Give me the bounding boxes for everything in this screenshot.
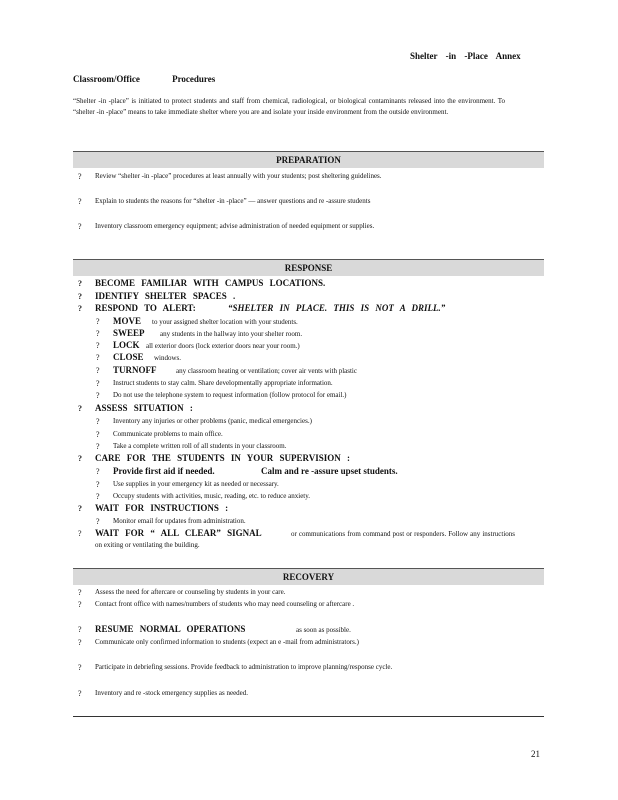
bullet-glyph: ?: [96, 353, 100, 362]
bullet-glyph: ?: [96, 366, 100, 375]
bullet-glyph: ?: [78, 304, 82, 313]
bullet-glyph: ?: [78, 404, 82, 413]
bullet-glyph: ?: [78, 625, 82, 634]
bullet-glyph: ?: [78, 292, 82, 301]
bullet-glyph: ?: [78, 638, 82, 647]
bullet-glyph: ?: [96, 329, 100, 338]
bullet-glyph: ?: [78, 454, 82, 463]
bullet-glyph: ?: [96, 467, 100, 476]
bullet-glyph: ?: [78, 172, 82, 181]
intro-paragraph: “Shelter -in -place” is initiated to protect students and staff from chemical, radiological, or biological contaminants released into the environment. To “shelter -in -place” means to take immediate shelter where you are and isolate your inside environment from the outside environment.: [73, 97, 505, 116]
bullet-glyph: ?: [78, 197, 82, 206]
page-number: 21: [531, 749, 540, 759]
bullet-glyph: ?: [78, 689, 82, 698]
preparation-header: PREPARATION: [73, 151, 544, 168]
bullet-glyph: ?: [96, 517, 100, 526]
bullet-glyph: ?: [78, 279, 82, 288]
section-heading: Classroom/Office Procedures: [73, 74, 216, 84]
bullet-glyph: ?: [96, 379, 100, 388]
bullet-glyph: ?: [96, 341, 100, 350]
bullet-glyph: ?: [96, 391, 100, 400]
bullet-glyph: ?: [96, 480, 100, 489]
bullet-glyph: ?: [78, 588, 82, 597]
document-page: Shelter -in -Place Annex Classroom/Office Procedures “Shelter -in -place” is initiated to protect students and staff from chemical, radiological, or biological contaminants released into the environment. To “shelter -in -place” means to take immediate shelter where you are and isolate your inside environment from the outside environment. PREPARATION ? Review “shelter -in -place” procedures at least annually with your students; post sheltering guidelines. ? Explain to students the reasons for “shelter -in -place” — answer questions and re -assure students ? Inventory classroom emergency equipment; advise administration of needed equipment or supplies. RESPONSE ? BECOME FAMILIAR WITH CAMPUS LOCATIONS. ? IDENTIFY SHELTER SPACES . ? RESPOND TO ALERT: “SHELTER IN PLACE. THIS IS NOT A DRILL.” ? MOVE to your assigned shelter location with your students. ? SWEEP any students in the hallway into your shelter room. ? LOCK all exterior doors (lock exterior doors near your room.) ? CLOSE windows. ? TURNOFF any classroom heating or ventilation; cover air vents with plastic ? Instruct students to stay calm. Share developmentally appropriate information. ? Do not use the telephone system to request information (follow protocol for email.) ? ASSESS SITUATION : ? Inventory any injuries or other problems (panic, medical emergencies.) ? Communicate problems to main office. ? Take a complete written roll of all students in your classroom. ? CARE FOR THE STUDENTS IN YOUR SUPERVISION : ? Provide first aid if needed. Calm and re -assure upset students. ? Use supplies in your emergency kit as needed or necessary. ? Occupy students with activities, music, reading, etc. to reduce anxiety. ? WAIT FOR INSTRUCTIONS : ? Monitor email for updates from administration. ? WAIT FOR “ ALL CLEAR” SIGNAL or communications from command post or responders. Follow any instructions on exiting or ventilating the building. RECOVERY ? Assess the need for aftercare or counseling by students in your care. ? Contact front office with names/numbers of students who may need counseling or aftercare . ? RESUME NORMAL OPERATIONS as soon as possible. ? Communicate only confirmed information to students (expect an e -mail from administrators.) ? Participate in debriefing sessions. Provide feedback to administration to improve planning/response cycle. ? Inventory and re -stock emergency supplies as needed. 21: [0, 0, 618, 800]
bullet-glyph: ?: [78, 529, 82, 538]
bullet-glyph: ?: [78, 600, 82, 609]
response-header: RESPONSE: [73, 259, 544, 276]
bullet-glyph: ?: [78, 504, 82, 513]
bullet-glyph: ?: [96, 317, 100, 326]
bullet-glyph: ?: [78, 222, 82, 231]
bullet-glyph: ?: [96, 442, 100, 451]
recovery-header: RECOVERY: [73, 568, 544, 585]
bullet-glyph: ?: [96, 417, 100, 426]
bullet-glyph: ?: [96, 492, 100, 501]
annex-title: Shelter -in -Place Annex: [410, 51, 521, 61]
bottom-rule: [73, 716, 544, 717]
bullet-glyph: ?: [96, 430, 100, 439]
bullet-glyph: ?: [78, 663, 82, 672]
